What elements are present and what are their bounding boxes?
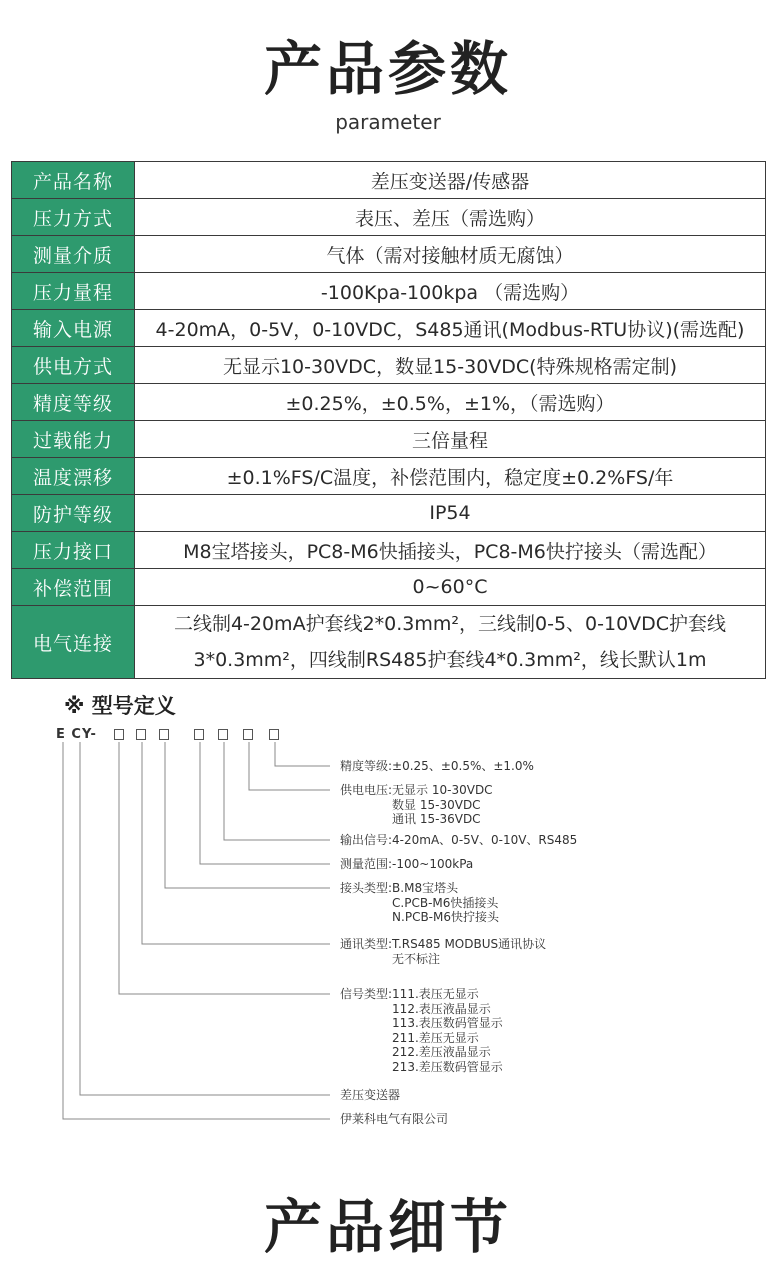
model-field-option: 无不标注 bbox=[392, 951, 441, 966]
param-value: -100Kpa-100kpa （需选购） bbox=[135, 273, 766, 310]
model-field-option: 数显 15-30VDC bbox=[392, 797, 481, 812]
model-field-label: 信号类型: bbox=[340, 987, 393, 1001]
param-label: 测量介质 bbox=[12, 236, 135, 273]
param-label: 温度漂移 bbox=[12, 458, 135, 495]
model-field-option: 4-20mA、0-5V、0-10V、RS485 bbox=[392, 833, 578, 847]
param-label: 产品名称 bbox=[12, 162, 135, 199]
param-value: 4-20mA，0-5V，0-10VDC，S485通讯(Modbus-RTU协议)(需选配) bbox=[135, 310, 766, 347]
model-field-label: 伊莱科电气有限公司 bbox=[340, 1112, 449, 1126]
param-value: M8宝塔接头，PC8-M6快插接头，PC8-M6快拧接头（需选配） bbox=[135, 532, 766, 569]
param-label: 压力量程 bbox=[12, 273, 135, 310]
leader-line bbox=[165, 742, 330, 888]
model-field-option: N.PCB-M6快拧接头 bbox=[392, 910, 500, 924]
model-field-label: 通讯类型: bbox=[340, 937, 393, 951]
param-value: IP54 bbox=[135, 495, 766, 532]
param-value: 差压变送器/传感器 bbox=[135, 162, 766, 199]
param-value: 表压、差压（需选购） bbox=[135, 199, 766, 236]
param-label: 供电方式 bbox=[12, 347, 135, 384]
leader-line bbox=[80, 742, 330, 1095]
model-field-label: 精度等级: bbox=[340, 759, 393, 773]
model-field-description bbox=[340, 881, 499, 925]
page-subtitle: parameter bbox=[335, 110, 441, 134]
model-field-option: 211.差压无显示 bbox=[392, 1030, 479, 1045]
model-field-option: 111.表压无显示 bbox=[392, 987, 479, 1001]
model-field-option: 212.差压液晶显示 bbox=[392, 1045, 491, 1059]
leader-line bbox=[275, 742, 330, 766]
model-field-description bbox=[340, 1112, 448, 1127]
model-field-option: 通讯 15-36VDC bbox=[392, 812, 481, 826]
model-field-description bbox=[340, 759, 534, 774]
model-field-label: 供电电压: bbox=[340, 783, 393, 797]
leader-line bbox=[63, 742, 330, 1119]
param-label: 输入电源 bbox=[12, 310, 135, 347]
model-field-option: 112.表压液晶显示 bbox=[392, 1001, 491, 1016]
next-section-title: 产品细节 bbox=[263, 1193, 512, 1261]
param-label: 电气连接 bbox=[12, 606, 135, 679]
model-field-description bbox=[340, 1088, 400, 1103]
model-field-description bbox=[340, 987, 503, 1074]
model-field-description bbox=[340, 857, 473, 872]
param-label: 压力方式 bbox=[12, 199, 135, 236]
model-definition-heading: ※ 型号定义 bbox=[64, 694, 176, 718]
param-label: 防护等级 bbox=[12, 495, 135, 532]
param-label: 过载能力 bbox=[12, 421, 135, 458]
param-value: 气体（需对接触材质无腐蚀） bbox=[135, 236, 766, 273]
model-code-prefix: E CY- bbox=[56, 727, 97, 742]
model-field-label: 输出信号: bbox=[340, 833, 393, 847]
model-field-option: B.M8宝塔头 bbox=[392, 881, 459, 895]
model-field-option: T.RS485 MODBUS通讯协议 bbox=[392, 937, 547, 951]
param-value: 二线制4-20mA护套线2*0.3mm²，三线制0-5、0-10VDC护套线3*0.3mm²，四线制RS485护套线4*0.3mm²，线长默认1m bbox=[135, 606, 766, 679]
model-field-label: 测量范围: bbox=[340, 857, 393, 871]
param-label: 补偿范围 bbox=[12, 569, 135, 606]
model-field-option: C.PCB-M6快插接头 bbox=[392, 895, 499, 910]
model-field-option: ±0.25、±0.5%、±1.0% bbox=[392, 759, 534, 773]
model-field-description bbox=[340, 833, 577, 848]
leader-line bbox=[200, 742, 330, 864]
model-field-description bbox=[340, 783, 493, 827]
param-value: 无显示10-30VDC，数显15-30VDC(特殊规格需定制) bbox=[135, 347, 766, 384]
leader-line bbox=[142, 742, 330, 944]
model-field-option: -100~100kPa bbox=[392, 857, 474, 871]
param-value: 0~60°C bbox=[135, 569, 766, 606]
model-field-option: 113.表压数码管显示 bbox=[392, 1016, 503, 1030]
leader-line bbox=[224, 742, 330, 840]
page-title: 产品参数 bbox=[263, 35, 512, 103]
model-field-label: 接头类型: bbox=[340, 881, 393, 895]
model-field-description bbox=[340, 937, 546, 966]
model-field-option: 无显示 10-30VDC bbox=[392, 783, 493, 797]
param-value: ±0.25%，±0.5%，±1%，（需选购） bbox=[135, 384, 766, 421]
param-label: 精度等级 bbox=[12, 384, 135, 421]
param-value: ±0.1%FS/C温度，补偿范围内，稳定度±0.2%FS/年 bbox=[135, 458, 766, 495]
param-value: 三倍量程 bbox=[135, 421, 766, 458]
param-label: 压力接口 bbox=[12, 532, 135, 569]
model-field-label: 差压变送器 bbox=[340, 1088, 401, 1102]
model-field-option: 213.差压数码管显示 bbox=[392, 1059, 503, 1074]
